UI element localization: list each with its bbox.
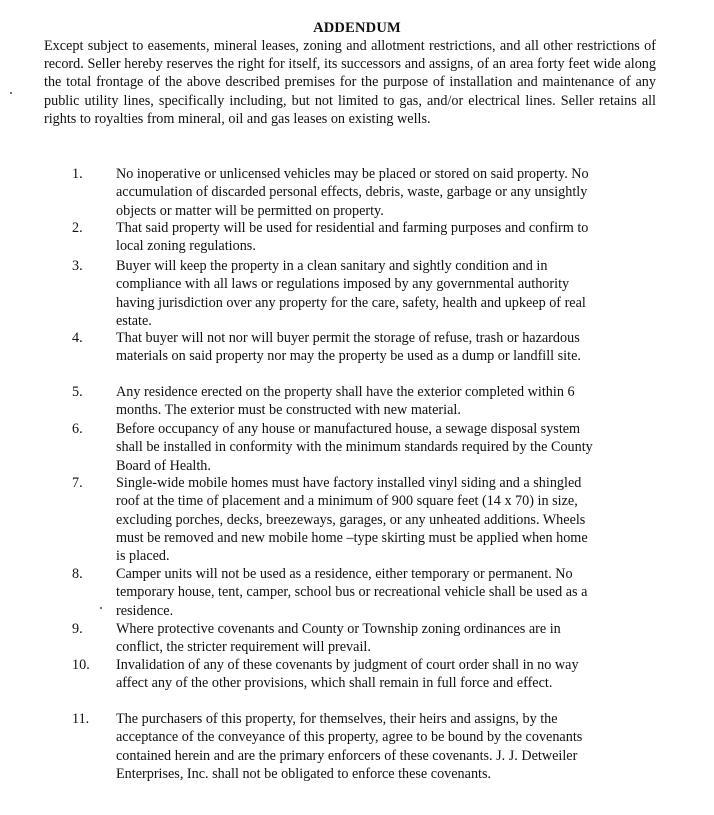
item-text: Single-wide mobile homes must have factory installed vinyl siding and a shingled roof at the time of placement and a minimum of 900 square feet (14 x 70) in size, excluding porches, decks, breezeways, garages, or any unheated additions. Wheels must be removed and new mobile home –type skirting must be applied when home is placed.: [116, 475, 588, 565]
item-number: 9.: [72, 621, 83, 637]
item-text: Camper units will not be used as a residence, either temporary or permanent. No temporary house, tent, camper, school bus or recreational vehicle shall be used as a residence.: [116, 566, 588, 619]
item-text: Any residence erected on the property shall have the exterior completed within 6 months. The exterior must be constructed with new material.: [116, 384, 575, 419]
item-text: That buyer will not nor will buyer permit the storage of refuse, trash or hazardous materials on said property nor may the property be used as a dump or landfill site.: [116, 330, 581, 365]
item-text: Before occupancy of any house or manufactured house, a sewage disposal system shall be installed in conformity with the minimum standards required by the County Board of Health.: [116, 421, 593, 474]
scan-speck: [100, 607, 102, 609]
item-number: 10.: [72, 657, 90, 673]
item-text: No inoperative or unlicensed vehicles may be placed or stored on said property. No accumulation of discarded personal effects, debris, waste, garbage or any unsightly objects or matter will be permitted on property.: [116, 166, 589, 219]
item-number: 6.: [72, 421, 83, 437]
item-number: 1.: [72, 166, 83, 182]
document-title: ADDENDUM: [313, 20, 401, 36]
intro-paragraph: Except subject to easements, mineral leases, zoning and allotment restrictions, and all other restrictions of record. Seller hereby reserves the right for itself, its successors and assigns, of an area forty feet wide along the total frontage of the above described premises for the purpose of installation and maintenance of any public utility lines, specifically including, but not limited to gas, and/or electrical lines. Seller retains all rights to royalties from mineral, oil and gas leases on existing wells.: [44, 38, 656, 127]
item-text: Invalidation of any of these covenants by judgment of court order shall in no way affect any of the other provisions, which shall remain in full force and effect.: [116, 657, 579, 692]
item-text: Buyer will keep the property in a clean sanitary and sightly condition and in compliance with all laws or regulations imposed by any governmental authority having jurisdiction over any property for the care, safety, health and upkeep of real estate.: [116, 258, 586, 329]
item-text: The purchasers of this property, for themselves, their heirs and assigns, by the acceptance of the conveyance of this property, agree to be bound by the covenants contained herein and are the primary enforcers of these covenants. J. J. Detweiler Enterprises, Inc. shall not be obligated to enforce these covenants.: [116, 711, 583, 782]
item-number: 4.: [72, 330, 83, 346]
item-text: Where protective covenants and County or Township zoning ordinances are in conflict, the stricter requirement will prevail.: [116, 621, 561, 656]
item-number: 3.: [72, 258, 83, 274]
item-number: 7.: [72, 475, 83, 491]
item-number: 11.: [72, 711, 90, 727]
item-number: 5.: [72, 384, 83, 400]
scan-speck: [10, 92, 12, 94]
item-number: 2.: [72, 220, 83, 236]
item-text: That said property will be used for residential and farming purposes and confirm to local zoning regulations.: [116, 220, 589, 255]
item-number: 8.: [72, 566, 83, 582]
